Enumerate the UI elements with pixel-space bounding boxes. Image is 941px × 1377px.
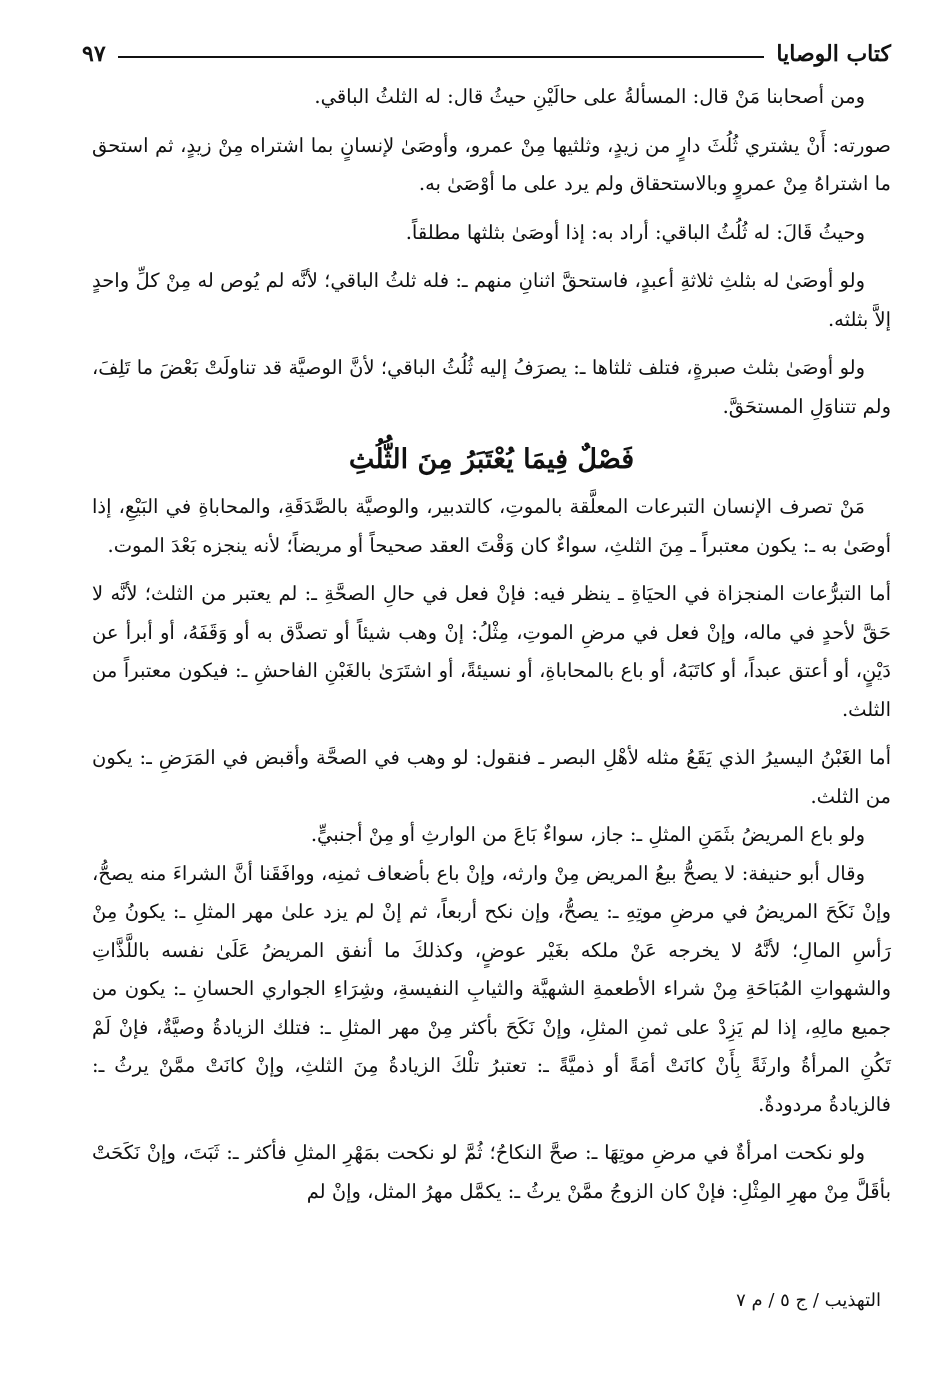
paragraph: مَنْ تصرف الإنسان التبرعات المعلَّقة بالموتِ، كالتدبير، والوصيَّة بالصَّدَقَةِ، والمحاباةِ في البَيْعِ، إذا أوصَىٰ به ـ: يكون معتبراً ـ مِنَ الثلثِ، سواءٌ كان وَقْتَ العقد صحيحاً أو مريضاً؛ لأنه ينجزه بَعْدَ الموت.	[92, 495, 891, 557]
page-number: ٩٧	[82, 41, 106, 67]
running-title: كتاب الوصايا	[776, 41, 891, 67]
paragraph: ولو نكحت امرأةٌ في مرضِ موتِهَا ـ: صحَّ النكاحُ؛ ثُمَّ لو نكحت بمَهْرِ المثلِ فأكثر ـ: ثَبَتَ، وإنْ نَكَحَتْ بأقَلَّ مِنْ مهرِ المِثْلِ: فإنْ كان الزوجُ ممَّنْ يرثُ ـ: يكمَّل مهرُ المثل، وإنْ لم	[92, 1141, 891, 1203]
header-rule	[118, 56, 765, 58]
page-footer: التهذيب / ج ٥ / م ٧	[736, 1290, 881, 1311]
paragraph: ولو باع المريضُ بثَمَنِ المثلِ ـ: جاز، سواءٌ بَاعَ من الوارثِ أو مِنْ أجنبيٍّ.	[310, 823, 865, 846]
paragraph: ولو أوصَىٰ له بثلثِ ثلاثةِ أعبدٍ، فاستحقَّ اثنانِ منهم ـ: فله ثلثُ الباقي؛ لأنَّه لم يُوص له مِنْ كلِّ واحدٍ إلاَّ بثلثه.	[92, 269, 891, 331]
paragraph: صورته: أَنْ يشتري ثُلُثَ دارٍ من زيدٍ، وثلثيها مِنْ عمرو، وأوصَىٰ لإنسانٍ بما اشتراه مِنْ زيدٍ، ثم استحق ما اشتراهُ مِنْ عمروٍ وبالاستحقاق ولم يرد على ما أوْصَىٰ به.	[92, 133, 891, 195]
paragraph: أما التبرُّعات المنجزاة في الحيَاةِ ـ ينظر فيه: فإنْ فعل في حالِ الصحَّةِ ـ: لم يعتبر من الثلث؛ لأنَّه لا حَقَّ لأحدٍ في ماله، وإنْ فعل في مرضِ الموتِ، مِثْلُ: إنْ وهب شيئاً أو تصدَّق به أو وَقَفَهُ، أو أبرأ عن دَيْنٍ، أو أعتق عبداً، أو كاتَبَهُ، أو باع بالمحاباةِ، أو نسيئةً، أو اشتَرَىٰ بالغَبْنِ الفاحشِ ـ: فيكون معتبراً من الثلث.	[92, 582, 891, 721]
paragraph: وقال أبو حنيفة: لا يصحُّ بيعُ المريض مِنْ وارثه، وإنْ باع بأضعاف ثمنِه، ووافَقَنا أنَّ الشراءَ منه يصحُّ، وإنْ نَكَحَ المريضُ في مرضِ موتِهِ ـ: يصحُّ، وإن نكح أربعاً، ثم إنْ لم يزد علىٰ مهر المثلِ ـ: يكونُ مِنْ رَأسِ المالِ؛ لأنَّهُ لا يخرجه عَنْ ملكه بغَيْر عوضٍ، وكذلكَ ما أنفق المريضُ عَلَىٰ نفسه باللَّذَّاتِ والشهواتِ المُبَاحَةِ مِنْ شراء الأطعمةِ الشهيَّة والثيابِ النفيسةِ، وشِرَاءِ الجواري الحسانِ ـ: يكون من جميع مالِهِ، إذا لم يَزِدْ على ثمنِ المثلِ، وإنْ نَكَحَ بأكثر مِنْ مهر المثلِ ـ: فتلك الزيادةُ وصيَّةٌ، فإنْ لَمْ تَكُنِ المرأةُ وارثَةً بِأَنْ كانَتْ أمَةً أو ذميَّةً ـ: تعتبرُ تلْكَ الزيادةُ مِنَ الثلثِ، وإنْ كانَتْ ممَّنْ يرثُ ـ: فالزيادةُ مردودةٌ.	[92, 861, 891, 1116]
page-header	[82, 34, 891, 74]
section-heading: فَصْلٌ فِيمَا يُعْتَبَرُ مِنَ الثُّلُثِ	[348, 444, 635, 475]
paragraph: وحيثُ قَالَ: له ثُلُثُ الباقي: أراد به: إذا أوصَىٰ بثلثها مطلقاً.	[405, 220, 865, 244]
paragraph: ومن أصحابنا مَنْ قال: المسألةُ على حالَيْنِ حيثُ قال: له الثلثُ الباقي.	[314, 85, 865, 108]
page-body	[92, 78, 891, 1211]
paragraph: أما الغَبْنُ اليسيرُ الذي يَقَعُ مثله لأهْلِ البصر ـ فنقول: لو وهب في الصحَّة وأقبض في المَرَضِ ـ: يكون من الثلث.	[92, 746, 891, 808]
paragraph: ولو أوصَىٰ بثلث صبرةٍ، فتلف ثلثاها ـ: يصرَفُ إليه ثُلُثُ الباقي؛ لأنَّ الوصيَّة قد تناولَتْ بَعْضَ ما تَلِفَ، ولم تتناوَلِ المستحَقَّ.	[92, 356, 891, 418]
